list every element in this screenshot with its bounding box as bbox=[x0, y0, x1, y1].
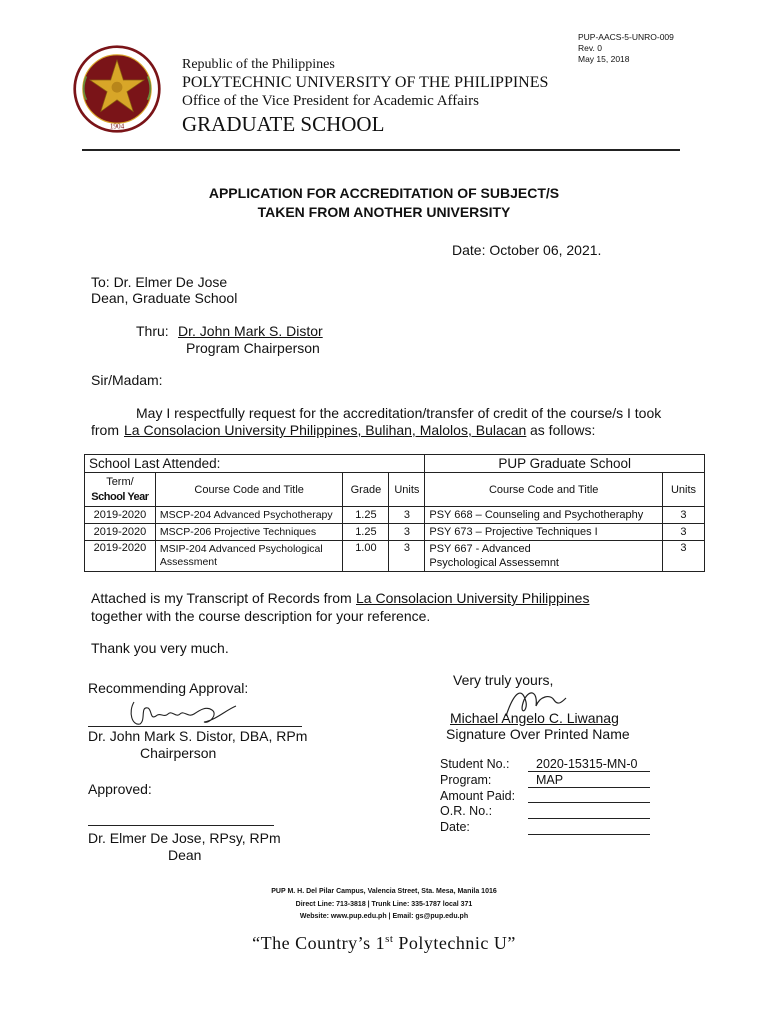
footer-slogan bbox=[84, 933, 684, 954]
pup-units-header: Units bbox=[662, 473, 704, 507]
row-grade: 1.00 bbox=[343, 541, 389, 572]
footer-web: Website: www.pup.edu.ph | Email: gs@pup.edu.ph bbox=[299, 913, 469, 920]
seal-year: 1904 bbox=[109, 122, 125, 131]
row-pup-units: 3 bbox=[662, 507, 704, 524]
university-seal-icon bbox=[72, 44, 162, 134]
program-value: MAP bbox=[536, 773, 564, 787]
row-term: 2019-2020 bbox=[85, 541, 156, 572]
salutation: Sir/Madam: bbox=[91, 372, 163, 388]
footer-address: PUP M. H. Del Pilar Campus, Valencia Street, Sta. Mesa, Manila 1016 bbox=[271, 888, 497, 895]
table-row bbox=[85, 541, 705, 572]
slogan-superscript: st bbox=[385, 933, 394, 945]
request-suffix: as follows: bbox=[530, 422, 596, 438]
header-office: Office of the Vice President for Academic Affairs bbox=[182, 93, 479, 109]
row-course: MSIP-204 Advanced Psychological Assessment bbox=[155, 541, 343, 572]
approved-signature-line bbox=[88, 825, 274, 826]
table-row bbox=[85, 524, 705, 541]
row-units: 3 bbox=[389, 541, 425, 572]
row-term: 2019-2020 bbox=[85, 507, 156, 524]
course-header: Course Code and Title bbox=[155, 473, 343, 507]
program-label: Program: bbox=[440, 773, 492, 787]
student-no-label: Student No.: bbox=[440, 757, 510, 771]
approved-name: Dr. Elmer De Jose, RPsy, RPm bbox=[88, 830, 281, 846]
student-signature-caption: Signature Over Printed Name bbox=[446, 726, 630, 742]
addressee-position: Dean, Graduate School bbox=[91, 290, 238, 306]
date-label: Date: bbox=[440, 820, 470, 834]
row-pup-course: PSY 668 – Counseling and Psychotheraphy bbox=[425, 507, 663, 524]
student-name: Michael Angelo C. Liwanag bbox=[450, 710, 619, 726]
form-title-line2: TAKEN FROM ANOTHER UNIVERSITY bbox=[257, 204, 511, 220]
grade-header: Grade bbox=[343, 473, 389, 507]
school-last-attended-header: School Last Attended: bbox=[85, 455, 425, 473]
pup-course-header: Course Code and Title bbox=[425, 473, 663, 507]
row-course: MSCP-206 Projective Techniques bbox=[155, 524, 343, 541]
recommending-label: Recommending Approval: bbox=[88, 680, 249, 696]
doc-revision: Rev. 0 bbox=[578, 43, 602, 53]
or-no-line bbox=[528, 818, 650, 819]
header-republic: Republic of the Philippines bbox=[182, 57, 335, 72]
thru-name: Dr. John Mark S. Distor bbox=[178, 323, 323, 339]
row-pup-course: PSY 673 – Projective Techniques I bbox=[425, 524, 663, 541]
header-university: POLYTECHNIC UNIVERSITY OF THE PHILIPPINES bbox=[182, 74, 549, 91]
student-no-line bbox=[528, 771, 650, 772]
row-units: 3 bbox=[389, 507, 425, 524]
approved-position: Dean bbox=[168, 847, 202, 863]
recommending-signature-line bbox=[88, 726, 302, 727]
recommending-position: Chairperson bbox=[140, 745, 217, 761]
term-header-label: Term/ bbox=[106, 475, 134, 488]
student-no-value: 2020-15315-MN-0 bbox=[536, 757, 638, 771]
request-line1: May I respectfully request for the accreditation/transfer of credit of the course/s I took bbox=[136, 405, 662, 421]
school-year-header-label: School Year bbox=[91, 490, 149, 503]
accreditation-table bbox=[84, 454, 705, 572]
attached-line2: together with the course description for your reference. bbox=[91, 608, 431, 624]
table-column-header-row bbox=[85, 473, 705, 507]
addressee-name: To: Dr. Elmer De Jose bbox=[91, 274, 228, 290]
row-pup-units: 3 bbox=[662, 524, 704, 541]
row-grade: 1.25 bbox=[343, 507, 389, 524]
term-header bbox=[85, 473, 156, 507]
row-pup-units: 3 bbox=[662, 541, 704, 572]
row-pup-course: PSY 667 - Advanced Psychological Assessemnt bbox=[425, 541, 663, 572]
units-header: Units bbox=[389, 473, 425, 507]
table-row bbox=[85, 507, 705, 524]
slogan-suffix: Polytechnic U” bbox=[393, 933, 516, 953]
application-date: Date: October 06, 2021. bbox=[452, 242, 602, 258]
closing: Very truly yours, bbox=[453, 672, 554, 688]
row-term: 2019-2020 bbox=[85, 524, 156, 541]
date-line bbox=[528, 834, 650, 835]
form-title-line1: APPLICATION FOR ACCREDITATION OF SUBJECT/S bbox=[208, 185, 560, 201]
attached-institution: La Consolacion University Philippines bbox=[356, 590, 590, 606]
pup-graduate-school-header: PUP Graduate School bbox=[425, 455, 705, 473]
request-institution: La Consolacion University Philippines, Bulihan, Malolos, Bulacan bbox=[124, 422, 527, 438]
thanks: Thank you very much. bbox=[91, 640, 229, 656]
header-school: GRADUATE SCHOOL bbox=[182, 112, 385, 136]
attached-prefix: Attached is my Transcript of Records from bbox=[91, 590, 352, 606]
program-line bbox=[528, 787, 650, 788]
thru-position: Program Chairperson bbox=[186, 340, 320, 356]
doc-code: PUP-AACS-5-UNRO-009 bbox=[578, 32, 674, 42]
request-from-label: from bbox=[91, 422, 119, 438]
approved-label: Approved: bbox=[88, 781, 152, 797]
amount-paid-label: Amount Paid: bbox=[440, 789, 516, 803]
thru-label: Thru: bbox=[136, 323, 169, 339]
row-course: MSCP-204 Advanced Psychotherapy bbox=[155, 507, 343, 524]
recommending-name: Dr. John Mark S. Distor, DBA, RPm bbox=[88, 728, 308, 744]
header-divider bbox=[82, 149, 680, 151]
table-section-header-row bbox=[85, 455, 705, 473]
or-no-label: O.R. No.: bbox=[440, 804, 493, 818]
row-grade: 1.25 bbox=[343, 524, 389, 541]
footer-phones: Direct Line: 713-3818 | Trunk Line: 335-1787 local 371 bbox=[295, 901, 473, 908]
row-units: 3 bbox=[389, 524, 425, 541]
doc-date: May 15, 2018 bbox=[578, 54, 630, 64]
slogan-prefix: “The Country’s 1 bbox=[252, 933, 386, 953]
amount-paid-line bbox=[528, 802, 650, 803]
